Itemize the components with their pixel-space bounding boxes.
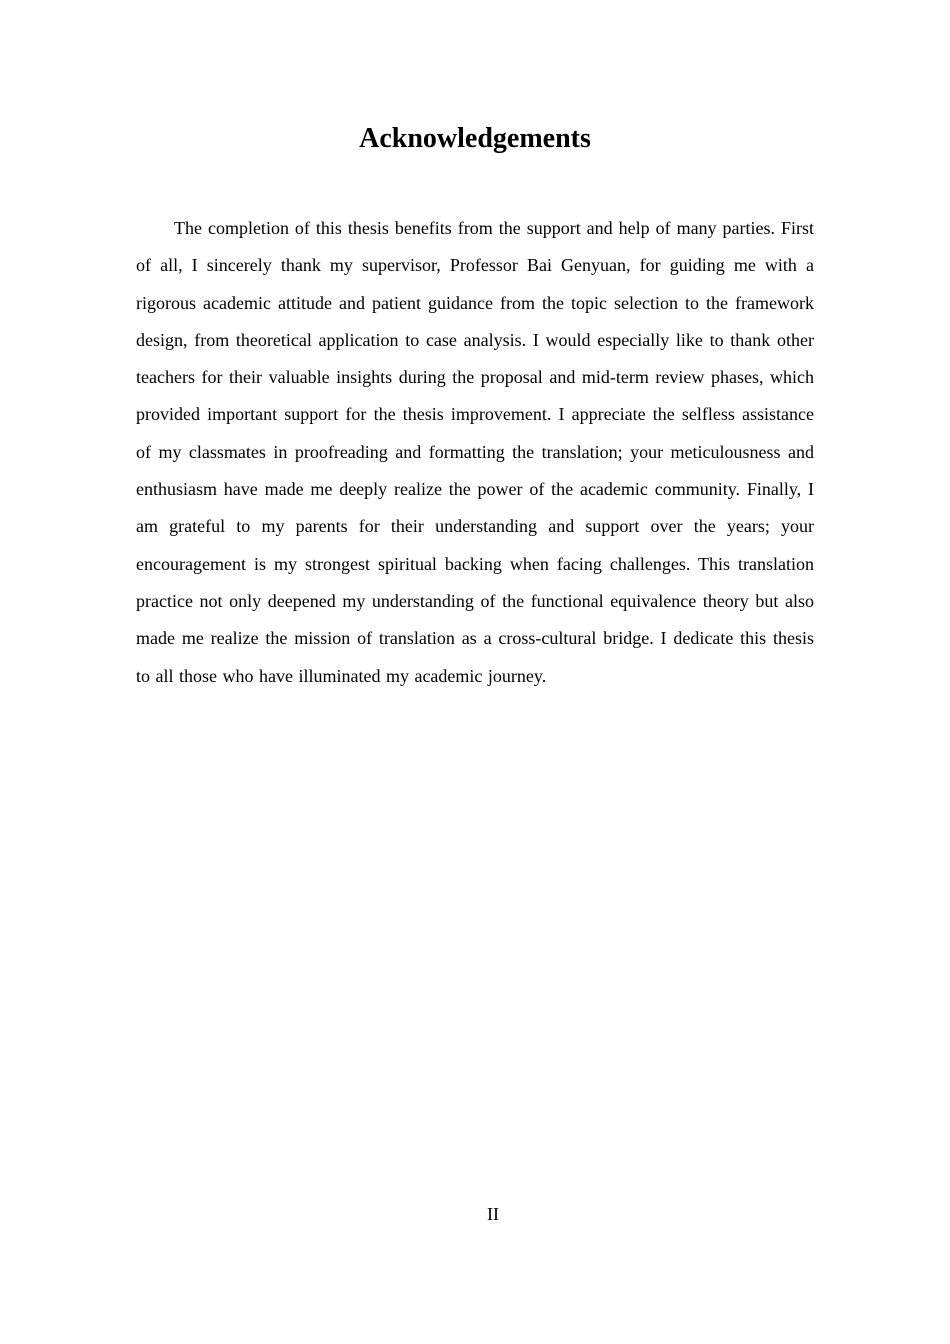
page-title: Acknowledgements [359, 123, 591, 154]
acknowledgements-paragraph: The completion of this thesis benefits from the support and help of many parties. First of all, I sincerely thank my supervisor, Professor Bai Genyuan, for guiding me with a rigorous academic attitude and patient guidance from the topic selection to the framework design, from theoretical application to case analysis. I would especially like to thank other teachers for their valuable insights during the proposal and mid-term review phases, which provided important support for the thesis improvement. I appreciate the selfless assistance of my classmates in proofreading and formatting the translation; your meticulousness and enthusiasm have made me deeply realize the power of the academic community. Finally, I am grateful to my parents for their understanding and support over the years; your encouragement is my strongest spiritual backing when facing challenges. This translation practice not only deepened my understanding of the functional equivalence theory but also made me realize the mission of translation as a cross-cultural bridge. I dedicate this thesis to all those who have illuminated my academic journey. [136, 218, 814, 686]
page-number: II [487, 1204, 499, 1224]
